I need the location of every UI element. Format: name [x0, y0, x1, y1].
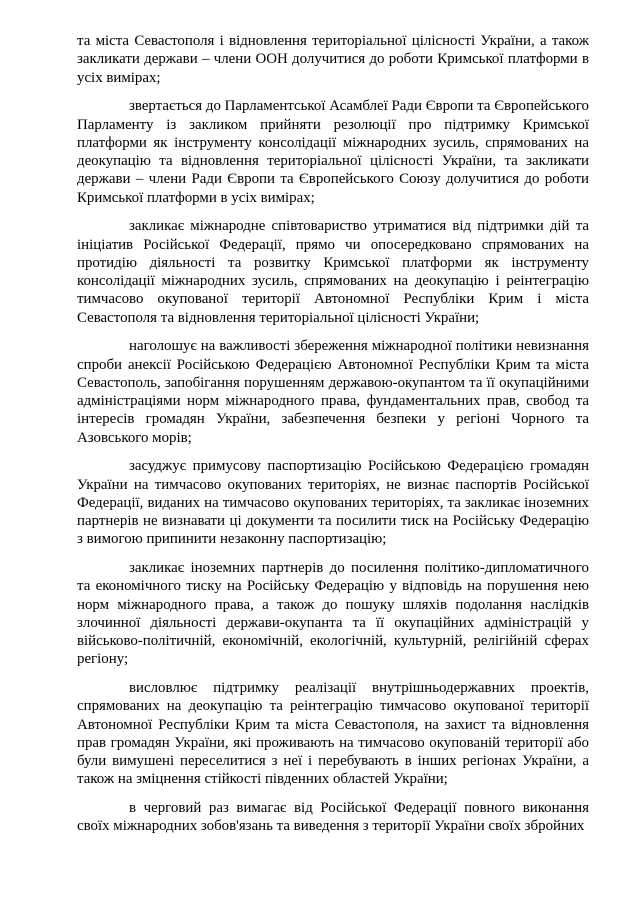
- paragraph-demands-russia: в черговий раз вимагає від Російської Федерації повного виконання своїх міжнародних зобов'язань та виведення з території України своїх збройних: [77, 800, 589, 835]
- paragraph-political-pressure: закликає іноземних партнерів до посилення політико-дипломатичного та економічного тиску на Російську Федерацію у відповідь на порушення нею норм міжнародного права, а також до пошуку шляхів подолання наслідків злочинної діяльності держави-окупанта та її окупаційних адміністрацій у військово-політичній, економічній, екологічній, культурній, релігійній сферах регіону;: [77, 560, 589, 668]
- document-body: [77, 32, 589, 836]
- paragraph-domestic-projects: висловлює підтримку реалізації внутрішньодержавних проектів, спрямованих на деокупацію та реінтеграцію тимчасово окупованої території Автономної Республіки Крим та міста Севастополя, на захист та відновлення прав громадян України, які проживають на тимчасово окупованій території або були вимушені переселитися з неї і перебувають в інших регіонах України, а також на зміцнення стійкості південних областей України;: [77, 680, 589, 788]
- paragraph-crimea-platform-un: та міста Севастополя і відновлення територіальної цілісності України, а також закликати держави – члени ООН долучитися до роботи Кримської платформи в усіх вимірах;: [77, 33, 589, 86]
- paragraph-passportization: засуджує примусову паспортизацію Російською Федерацією громадян України на тимчасово окупованих територіях, не визнає паспортів Російської Федерації, виданих на тимчасово окупованих територіях, та закликає іноземних партнерів не визнавати ці документи та посилити тиск на Російську Федерацію з вимогою припинити незаконну паспортизацію;: [77, 458, 589, 548]
- paragraph-non-recognition-policy: наголошує на важливості збереження міжнародної політики невизнання спроби анексії Російською Федерацією Автономної Республіки Крим та міста Севастополь, запобігання порушенням державою-окупантом та її окупаційними адміністраціями норм міжнародного права, фундаментальних прав, свобод та інтересів громадян України, забезпечення безпеки у регіоні Чорного та Азовського морів;: [77, 338, 589, 446]
- paragraph-international-community: закликає міжнародне співтовариство утриматися від підтримки дій та ініціатив Російської Федерації, прямо чи опосередковано спрямованих на протидію діяльності та розвитку Кримської платформи як інструменту консолідації міжнародних зусиль, спрямованих на деокупацію і реінтеграцію тимчасово окупованої території Автономної Республіки Крим і міста Севастополя та відновлення територіальної цілісності України;: [77, 218, 589, 326]
- paragraph-pace-european-parliament: звертається до Парламентської Асамблеї Ради Європи та Європейського Парламенту із закликом прийняти резолюції про підтримку Кримської платформи як інструменту консолідації міжнародних зусиль, спрямованих на деокупацію та відновлення територіальної цілісності України, та закликати держави – члени Ради Європи та Європейського Союзу долучитися до роботи Кримської платформи в усіх вимірах;: [77, 98, 589, 206]
